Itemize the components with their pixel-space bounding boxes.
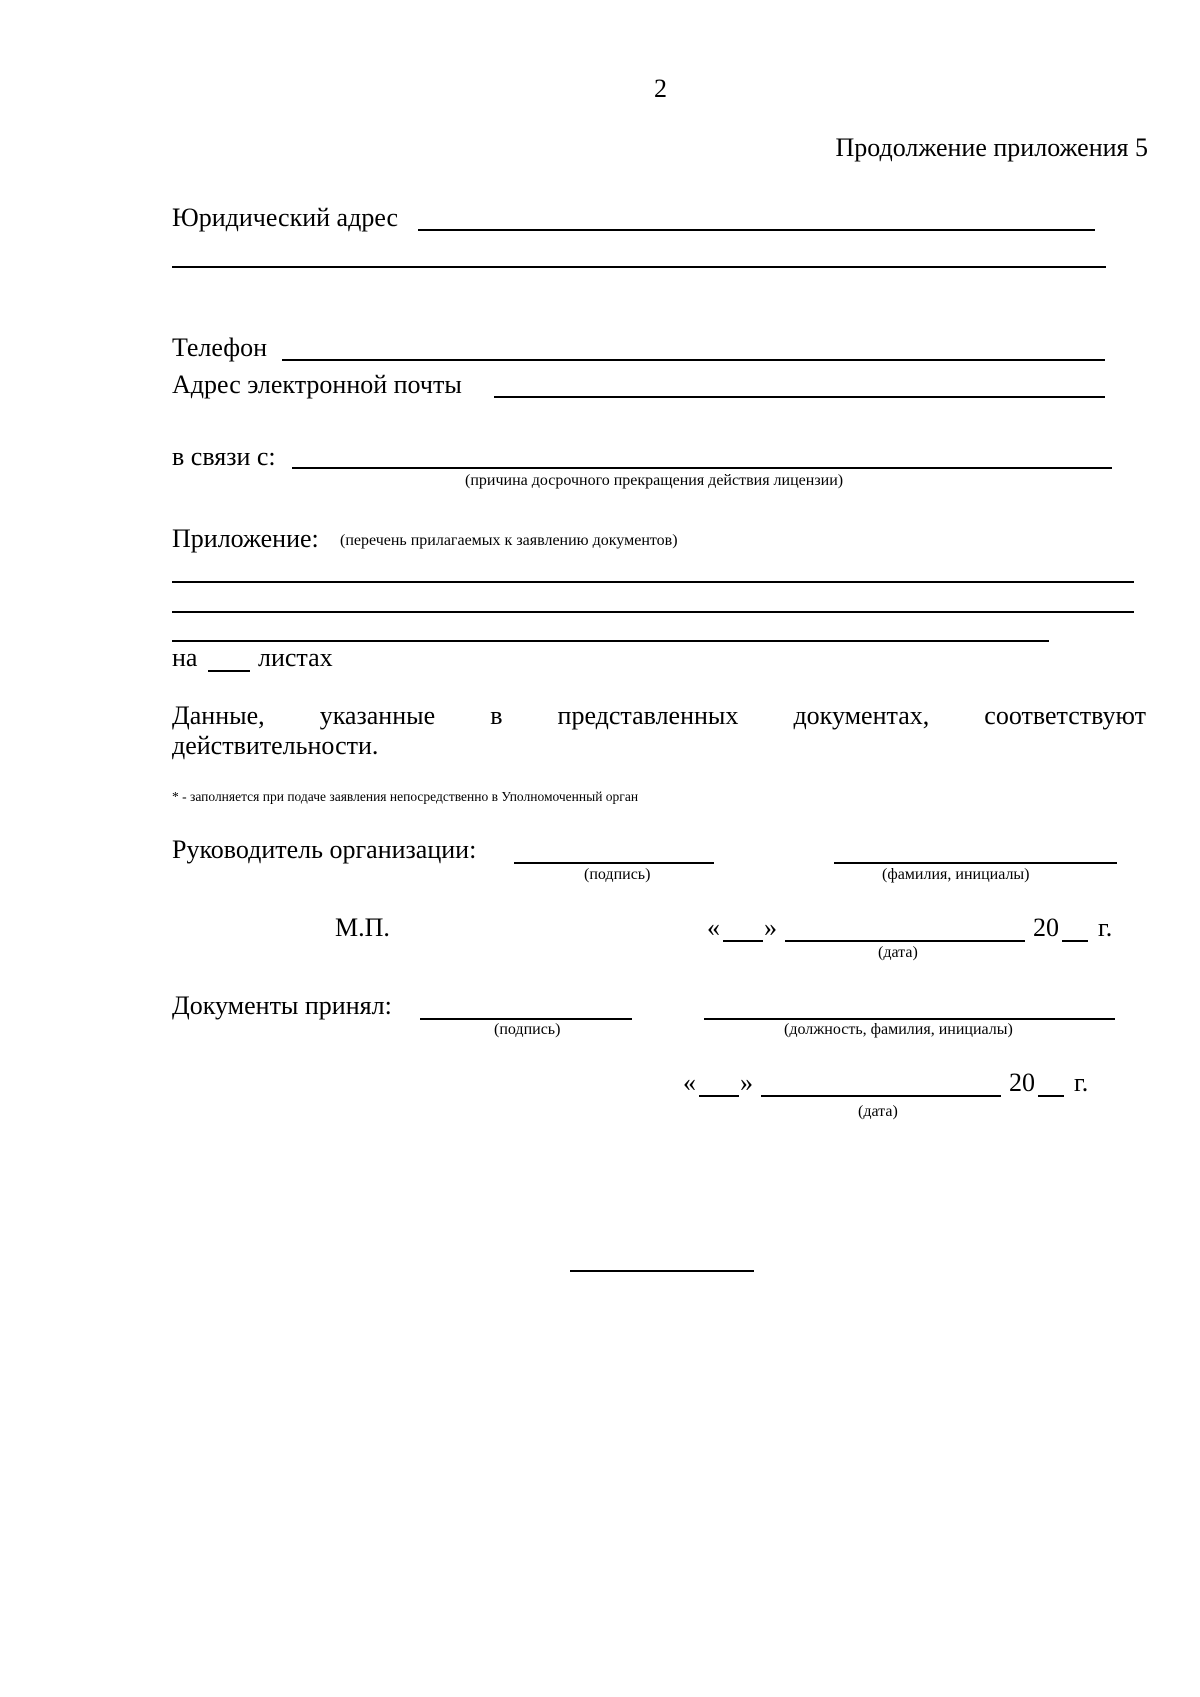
date-quote-close: »: [764, 913, 777, 942]
date2-day-field[interactable]: [699, 1095, 739, 1097]
reason-hint: (причина досрочного прекращения действия лицензии): [465, 472, 844, 489]
head-name-hint: (фамилия, инициалы): [882, 866, 1030, 883]
declaration-word: в: [490, 701, 503, 730]
sheets-count-field[interactable]: [208, 670, 250, 672]
phone-label: Телефон: [172, 333, 268, 362]
date-month-field[interactable]: [785, 940, 1025, 942]
appendix-continuation-label: Продолжение приложения 5: [835, 133, 1148, 162]
accepted-signature-hint: (подпись): [494, 1021, 561, 1038]
legal-address-field-line-1[interactable]: [418, 229, 1095, 231]
date-hint: (дата): [878, 944, 918, 961]
closing-separator: [570, 1270, 754, 1272]
sheets-prefix: на: [172, 643, 198, 672]
attachment-hint: (перечень прилагаемых к заявлению документов): [340, 532, 678, 549]
date2-year-suffix: г.: [1074, 1068, 1089, 1097]
attachment-field-line-2[interactable]: [172, 611, 1134, 613]
phone-field-line[interactable]: [282, 359, 1105, 361]
declaration-word: Данные,: [172, 701, 265, 730]
reason-field-line[interactable]: [292, 467, 1112, 469]
date2-quote-close: »: [740, 1068, 753, 1097]
accepted-name-hint: (должность, фамилия, инициалы): [784, 1021, 1013, 1038]
declaration-word: представленных: [557, 701, 739, 730]
attachment-field-line-3[interactable]: [172, 640, 1049, 642]
date-year-suffix: г.: [1098, 913, 1113, 942]
date-day-field[interactable]: [723, 940, 763, 942]
declaration-word: документах,: [793, 701, 930, 730]
email-label: Адрес электронной почты: [172, 370, 462, 399]
stamp-label: М.П.: [335, 913, 390, 942]
date2-year-field[interactable]: [1038, 1095, 1064, 1097]
accepted-signature-line[interactable]: [420, 1018, 632, 1020]
head-signature-hint: (подпись): [584, 866, 651, 883]
legal-address-field-line-2[interactable]: [172, 266, 1106, 268]
declaration-word: соответствуют: [984, 701, 1146, 730]
head-name-line[interactable]: [834, 862, 1117, 864]
email-field-line[interactable]: [494, 396, 1105, 398]
legal-address-label: Юридический адрес: [172, 203, 399, 232]
date-year-prefix: 20: [1033, 913, 1059, 942]
page-number: 2: [654, 74, 667, 103]
accepted-name-line[interactable]: [704, 1018, 1115, 1020]
date2-month-field[interactable]: [761, 1095, 1001, 1097]
footnote: * - заполняется при подаче заявления непосредственно в Уполномоченный орган: [172, 789, 639, 804]
date2-year-prefix: 20: [1009, 1068, 1035, 1097]
reason-label: в связи с:: [172, 442, 276, 471]
declaration-word: указанные: [319, 701, 436, 730]
declaration-line-1: [172, 701, 1146, 731]
date-year-field[interactable]: [1062, 940, 1088, 942]
accepted-label: Документы принял:: [172, 991, 392, 1020]
date-quote-open: «: [707, 913, 720, 942]
date2-hint: (дата): [858, 1103, 898, 1120]
attachment-field-line-1[interactable]: [172, 581, 1134, 583]
sheets-suffix: листах: [258, 643, 333, 672]
attachment-label: Приложение:: [172, 524, 319, 553]
date2-quote-open: «: [683, 1068, 696, 1097]
declaration-line-2: действительности.: [172, 731, 379, 760]
head-label: Руководитель организации:: [172, 835, 477, 864]
head-signature-line[interactable]: [514, 862, 714, 864]
